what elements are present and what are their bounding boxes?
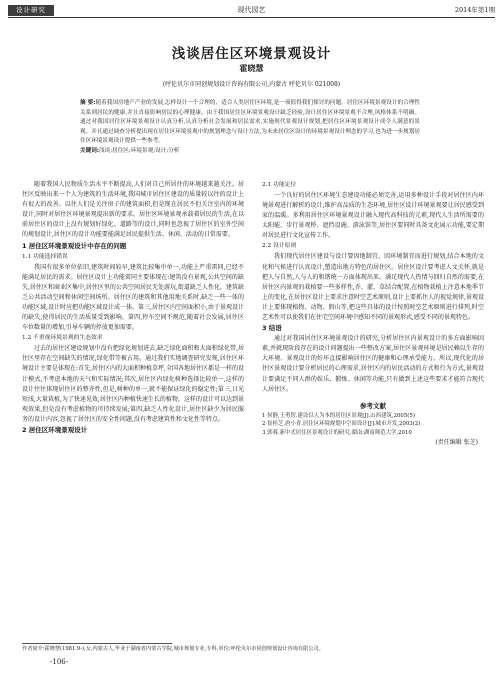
paragraph: 我国有很多单位依旧,建筑时间较早,建筑比较集中单一,功能上严重雷同,已经不能满足居民的需求。居住区设计上功能雷同主要体现在:建筑没有景观,公共空间的缺失,居住区和商业区集中,居住区里的公共空间居民无处游玩,街道缺乏人性化。建筑缺乏公共活动空间和休闲空间场所。居住区的建筑和其他用地关系时,缺乏一些一体的功能区域,设计时应把功能区域设计成一体。第三,居住区内空间面积小,由于景观设计的缺失,使得居民的生活质量受到影响。第四,停车空间不规范,随着社会发展,居住区车位数量的增加,引导车辆的停放更加需要。 [22,263,244,332]
editor-note: (责任编辑 张芝) [435,439,478,447]
reference-item: 2 崔桂芝,唐小青.居住区环境规划中空间设计[J].城市开发,2003(2) [262,421,421,428]
subsection-heading: 1.1 功能选择错误 [22,253,68,260]
paragraph: 一个良好的居住区环境生态建设功能必须完善,运用多种设计手段对居住区内环境景观进行解析的设计,维护高品质的生态环境,居住区设计环境景观要让居民感受到家的温暖。多利用居住区环境景观设计融入现代高科技的元素,现代人生活所需要的太阳能、步行景观桥、遮挡设施、游泳馆等,居住区要同时具备文化展示功能,要定期对居民进行文化宣传工作。 [262,192,484,240]
journal-name: 现代园艺 [237,6,266,14]
author-name: 霍晓慧 [239,63,264,73]
references-list [262,412,484,438]
reference-item: 3 郭蓉.新中式居住区景观设计的研究.湖南:湖南师范大学,2010 [262,430,412,437]
references-title: 参考文献 [360,401,386,410]
paragraph: 我们现代居住区建设与设计要因地制宜、因环境制宜而进行规划,结合本地的文化和气候进行认真设计,塑造出地方特色的居住区。居住区设计要考虑人文关怀,就是把人与自然,人与人的和谐统一方面体现出来。满足现代人热情与回归自然的需要,在居住区内景观的栽植要一些多样性,乔、灌、草结合配置,在植物栽植上注意本地季节上的变化,在居住区设计上要求注意时空艺术原则,设计上要抓住人的视觉规律,景观设计上要体现植物、动物、假山等,把这些具体的设计按照时空艺术原则进行排列,时空艺术性可以使我们在住宅空间环境中感知不同的景观形式,感受不同的景观特色。 [262,253,484,322]
subsection-heading: 2.2 设计原则 [262,243,297,250]
footnote-rule [22,643,172,644]
issue-label: 2014年第1期 [454,6,495,14]
left-column [22,180,244,436]
author-footnote: 作者简介:霍晓慧(1981.9-),女,内蒙古人,毕业于湖南省内蒙古学院,城市规划专业,专科,单位:呼伦贝尔市同创规划设计咨询有限公司。 [22,646,324,652]
keywords-label: 关键词: [80,148,100,154]
paragraph: 随着我国人民物质生活水平不断提高,人们对自己所居住的环境越来越关注。居住区反映出来一个人为建筑的生活环境,我国城市居住区建设的质量较以往的设计上有很大的改善。以往人们是关注房子的建筑面积,但是现在居民不但关注室内的环境设计,同时对居住区环境景观提出新的要求。居住区环境景观承载着居民的生活,在以前居住区的设计上没有规划好绿化、道路等的设计,同时也忽视了居住区的室外空间的规划设计,居住区的设计功能要能满足居民提供生活、休闲、活动的日常需要。 [22,181,244,239]
abstract-text: 随着我国房地产产业的发展,怎样设计一个合理的、适合人类居住区环境,是一项值得我们探讨的问题。居住区环境景观设计的合理性关系到居民的健康,并且直接影响居民的心理健康。由于我国居住区环境景观设计缺乏经验,设计居住区环境景观不合理,风格体系不明确。通过对我国居住区环境景观设计认真分析,认真分析社会发展和居民需求,实施现代景观设计规划,把居住区环境景观设计成令人满意的景观。并且通过调查分析提出现在居住区环境景观中的规划理念与设计方法,为未来居住区设计的环境景观设计理念的学习,也为进一步规划居住区环境景观设计提供一些参考。 [80,100,420,145]
right-column-body [262,180,484,395]
page-number: -106- [50,658,69,666]
paragraph: 过去的居住区建设规划中没有把绿化规划进去,缺乏绿化面积和大面积绿化带,居住区里存在空间缺失的情况,绿化带等被占用。通过我们实地调查研究发现,居住区环境设计主要是体现在:首先,居住区内的大面积种植草坪,全国各地居住区都是一样的设计模式,不考虑本地的天气和实际情况;其次,居住区内绿化树种选择比较单一,这样的设计往往体现居住区的整齐性,但是,树种的单一,就不能保证绿化的稳定性;第三,日光短浅,大量栽植,为了快速见效,居住区内种植快速生长的植物。这样的设计可以达到景观效果,但是没有考虑植物的可持续发展;第四,缺乏人性化设计,居住区缺少为居民服务的设计内容,忽视了居住区的安全性问题,没有考虑建筑性和文化性等特点。 [22,345,244,423]
keywords-text: 浅谈;居住区;环境景观;设计;分析 [99,148,180,154]
section-tag: 设计研究 [8,5,54,16]
subsection-heading: 2.1 功能定位 [262,182,297,188]
section-heading: 2 居住区环境景观设计 [22,425,88,434]
keywords [80,147,420,156]
article-title: 浅谈居住区环境景观设计 [171,46,332,62]
page-header [8,4,495,18]
abstract [80,99,420,147]
abstract-label: 摘 要: [80,100,96,106]
section-heading: 1 居住区环境景观设计中存在的问题 [22,241,127,250]
subsection-heading: 1.2 不重视环境景观的生态效率 [22,335,103,342]
author-affiliation: (呼伦贝尔市同创规划设计咨询有限公司,内蒙古 呼伦贝尔 021008) [162,81,341,88]
paragraph: 通过对我国居住区环境景观设计的研究,分析居住区内景观设计的多方面影响因素,并就现阶段存在的设计问题提出一些整改方案,居住区景观环境是居民赖以生存的大环境。景观设计的好坏直接影响居住区的健康和心理承受能力。所以,现代化的居住区景观设计要分析居民的心理需求,居住区内的居民活动的方式和行为方式,景观设计要满足不同人群的娱乐、锻炼、休闲等功能,只有做到上述这些要求才能符合现代人居住区。 [262,335,484,393]
right-column [262,180,484,448]
section-heading: 3 结语 [262,324,282,333]
reference-item: 1 侯静,王勇智.建设以人为本的居住区景观[J].山西建筑,2005(5) [262,412,415,419]
